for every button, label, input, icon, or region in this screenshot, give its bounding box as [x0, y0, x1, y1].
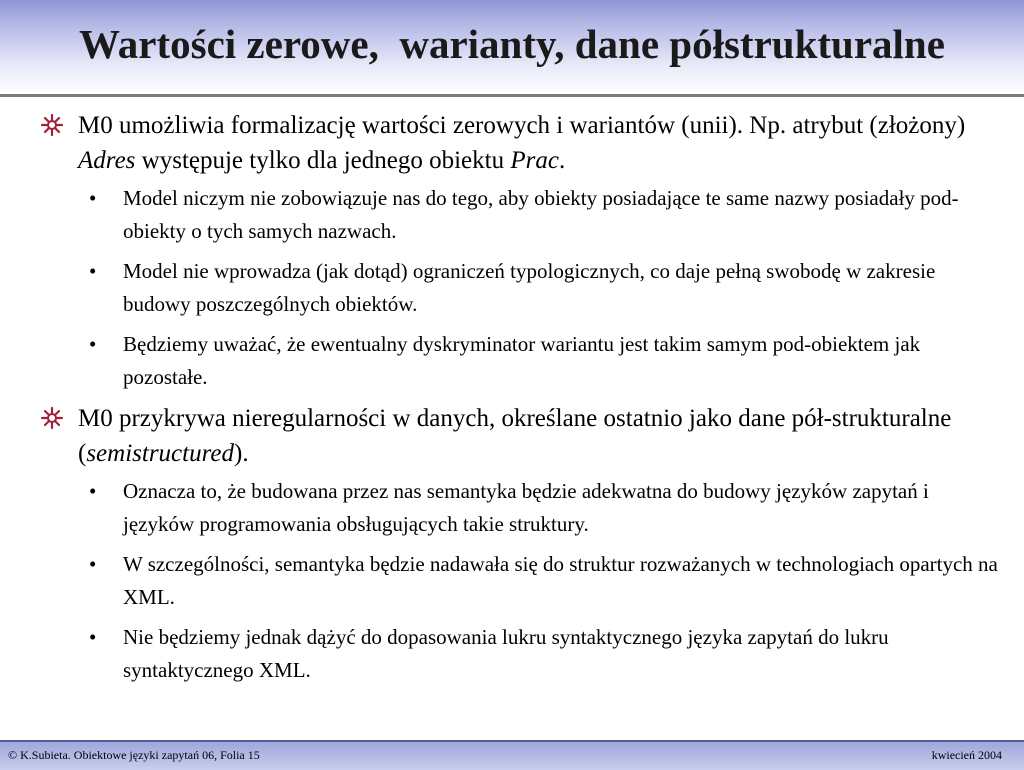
sub-bullet-text: Model niczym nie zobowiązuje nas do tego, aby obiekty posiadające te same nazwy posiadały pod-obiekty o tych samych nazwach.: [123, 186, 959, 243]
footer: [0, 740, 1024, 770]
footer-date: kwiecień 2004: [931, 748, 1002, 762]
bullet-1-text-end: .: [558, 147, 566, 174]
sub-bullet-1-2: [89, 255, 1005, 321]
sub-bullet-2-2: [89, 548, 1005, 614]
bullet-dot: •: [89, 479, 97, 503]
title-divider: [0, 94, 1024, 97]
sub-bullet-text: Model nie wprowadza (jak dotąd) ograniczeń typologicznych, co daje pełną swobodę w zakresie budowy poszczególnych obiektów.: [123, 259, 936, 316]
bullet-dot: •: [89, 625, 97, 649]
term-semistructured: semistructured: [86, 440, 234, 467]
bullet-2: [78, 401, 998, 471]
asterisk-flower-icon: [40, 113, 64, 137]
bullet-dot: •: [89, 332, 97, 356]
bullet-dot: •: [89, 259, 97, 283]
sub-bullet-text: Nie będziemy jednak dążyć do dopasowania lukru syntaktycznego języka zapytań do lukru syntaktycznego XML.: [123, 625, 889, 682]
bullet-2-text: M0 przykrywa nieregularności w danych, określane ostatnio jako dane pół-strukturalne (: [78, 405, 952, 467]
asterisk-flower-icon: [40, 406, 64, 430]
obj-prac: Prac: [510, 147, 559, 174]
bullet-1: [78, 108, 998, 178]
sub-bullet-2-1: [89, 475, 1005, 541]
bullet-1-text: M0 umożliwia formalizację wartości zerowych i wariantów (unii). Np. atrybut (złożony): [78, 112, 966, 139]
attr-adres: Adres: [78, 147, 136, 174]
sub-bullet-1-3: [89, 328, 1005, 394]
sub-bullet-text: Oznacza to, że budowana przez nas semantyka będzie adekwatna do budowy języków zapytań i języków programowania obsługujących takie struktury.: [123, 479, 929, 536]
sub-bullet-text: Będziemy uważać, że ewentualny dyskryminator wariantu jest takim samym pod-obiektem jak pozostałe.: [123, 332, 921, 389]
sub-bullet-2-3: [89, 621, 1005, 687]
bullet-2-text-end: ).: [234, 440, 249, 467]
slide-title: Wartości zerowe, warianty, dane półstrukturalne: [79, 21, 945, 67]
bullet-1-text-2: występuje tylko dla jednego obiektu: [135, 147, 511, 174]
bullet-dot: •: [89, 186, 97, 210]
bullet-dot: •: [89, 552, 97, 576]
footer-copyright: © K.Subieta. Obiektowe języki zapytań 06, Folia 15: [8, 748, 260, 762]
sub-bullet-text: W szczególności, semantyka będzie nadawała się do struktur rozważanych w technologiach opartych na XML.: [123, 552, 998, 609]
sub-bullet-1-1: [89, 182, 1005, 248]
slide-content: [0, 108, 1024, 694]
